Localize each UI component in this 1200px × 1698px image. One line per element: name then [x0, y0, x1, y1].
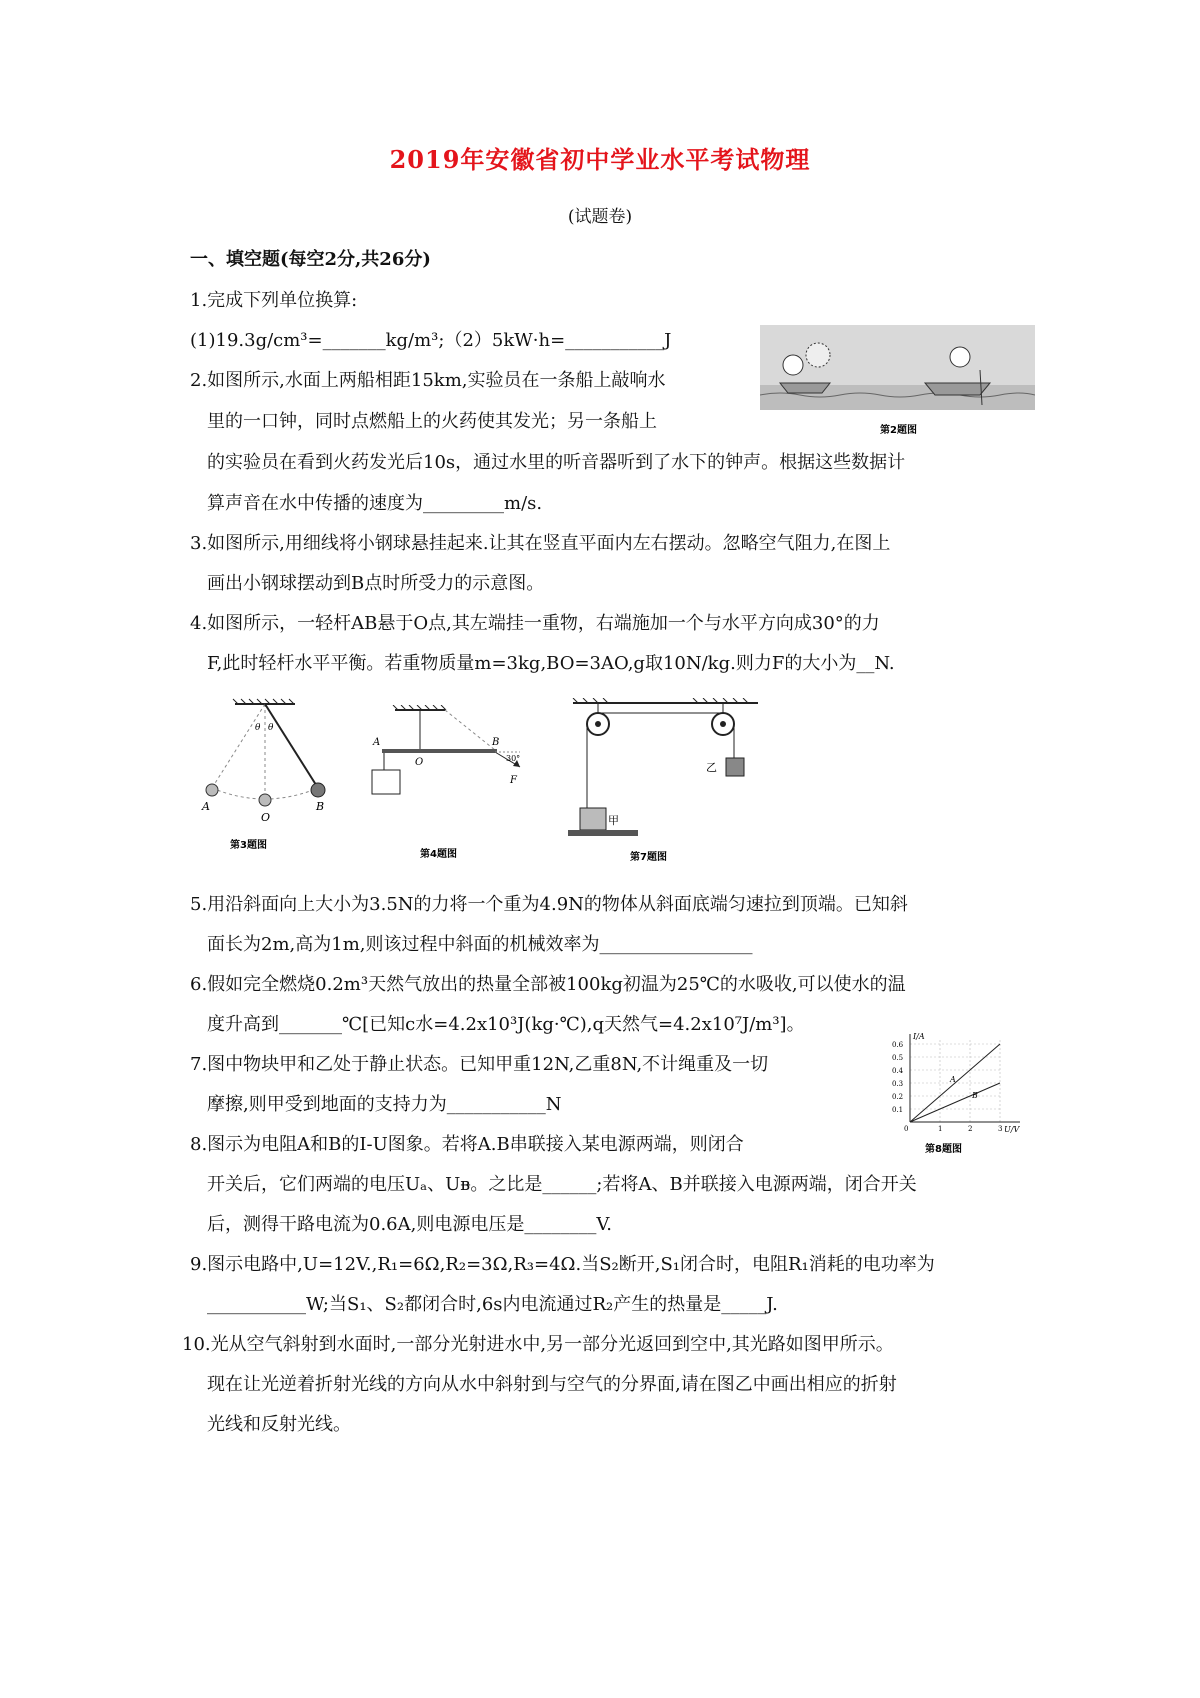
q9-line2: ___________W;当S₁、S₂都闭合时,6s内电流通过R₂产生的热量是_____J.	[207, 1294, 778, 1315]
fig8-series-b: B	[972, 1091, 978, 1100]
q8-line3: 后，测得干路电流为0.6A,则电源电压是________V.	[207, 1214, 612, 1235]
fig3-label-b: B	[316, 800, 325, 813]
fig8-x-axis: U/V	[1004, 1125, 1020, 1134]
page-subtitle: (试题卷)	[567, 207, 633, 227]
q3-line2: 画出小钢球摆动到B点时所受力的示意图。	[207, 573, 545, 594]
q1-line1: 1.完成下列单位换算:	[190, 290, 358, 311]
fig7-caption: 第7题图	[630, 852, 667, 863]
fig8-ytick: 0.4	[892, 1067, 904, 1075]
q4-line1: 4.如图所示，一轻杆AB悬于O点,其左端挂一重物，右端施加一个与水平方向成30°的力	[190, 613, 880, 634]
fig8-ytick: 0.6	[892, 1041, 904, 1049]
fig3-label-a: A	[202, 800, 210, 813]
fig8-ytick: 0.1	[892, 1106, 904, 1114]
fig8-ytick: 0.2	[892, 1093, 904, 1101]
figure-4-lever	[370, 705, 530, 860]
fig3-label-o: O	[261, 811, 271, 824]
q8-line2: 开关后，它们两端的电压Uₐ、Uᴃ。之比是______;若将A、B并联接入电源两端，闭合开关	[207, 1174, 917, 1195]
figure-2-boats	[760, 325, 1035, 440]
fig4-label-b: B	[492, 737, 500, 748]
fig2-caption: 第2题图	[880, 425, 917, 436]
fig8-caption: 第8题图	[925, 1144, 962, 1155]
fig8-ytick: 0.5	[892, 1054, 904, 1062]
figure-3-pendulum	[200, 698, 330, 858]
fig8-series-a: A	[950, 1075, 956, 1084]
fig7-label-yi: 乙	[706, 761, 717, 774]
q3-line1: 3.如图所示,用细线将小钢球悬挂起来.让其在竖直平面内左右摆动。忽略空气阻力,在图上	[190, 533, 891, 554]
q5-line1: 5.用沿斜面向上大小为3.5N的力将一个重为4.9N的物体从斜面底端匀速拉到顶端。已知斜	[190, 894, 908, 915]
q10-line2: 现在让光逆着折射光线的方向从水中斜射到与空气的分界面,请在图乙中画出相应的折射	[207, 1374, 897, 1395]
fig8-xtick: 3	[998, 1125, 1003, 1133]
section-heading: 一、填空题(每空2分,共26分)	[190, 249, 431, 270]
figure-7-pulleys	[568, 698, 763, 863]
fig8-xtick: 0	[904, 1125, 909, 1133]
q5-line2: 面长为2m,高为1m,则该过程中斜面的机械效率为_________________	[207, 934, 753, 955]
fig3-caption: 第3题图	[230, 840, 267, 851]
fig3-label-theta1: θ	[255, 723, 261, 733]
fig8-xtick: 1	[938, 1125, 943, 1133]
page-title: 2019年安徽省初中学业水平考试物理	[389, 145, 811, 174]
fig8-xtick: 2	[968, 1125, 973, 1133]
q4-line2: F,此时轻杆水平平衡。若重物质量m=3kg,BO=3AO,g取10N/kg.则力F的大小为__N.	[207, 653, 895, 674]
fig7-label-jia: 甲	[608, 814, 619, 827]
fig4-label-angle: 30°	[506, 754, 521, 763]
fig4-label-o: O	[415, 757, 424, 768]
q7-line1: 7.图中物块甲和乙处于静止状态。已知甲重12N,乙重8N,不计绳重及一切	[190, 1054, 769, 1075]
q10-line3: 光线和反射光线。	[207, 1414, 351, 1435]
q6-line2: 度升高到_______℃[已知c水=4.2x10³J(kg·℃),q天然气=4.2x10⁷J/m³]。	[207, 1014, 805, 1035]
fig8-ytick: 0.3	[892, 1080, 904, 1088]
q2-line2: 里的一口钟，同时点燃船上的火药使其发光；另一条船上	[207, 411, 657, 432]
q2-line4: 算声音在水中传播的速度为_________m/s.	[207, 493, 543, 514]
fig4-caption: 第4题图	[420, 849, 457, 860]
fig8-y-axis: I/A	[913, 1032, 925, 1041]
q9-line1: 9.图示电路中,U=12V.,R₁=6Ω,R₂=3Ω,R₃=4Ω.当S₂断开,S₁闭合时，电阻R₁消耗的电功率为	[190, 1254, 935, 1275]
q6-line1: 6.假如完全燃烧0.2m³天然气放出的热量全部被100kg初温为25℃的水吸收,可以使水的温	[190, 974, 906, 995]
fig3-label-theta2: θ	[268, 723, 274, 733]
q2-line3: 的实验员在看到火药发光后10s，通过水里的听音器听到了水下的钟声。根据这些数据计	[207, 452, 906, 473]
q7-line2: 摩擦,则甲受到地面的支持力为___________N	[207, 1094, 562, 1115]
q10-line1: 10.光从空气斜射到水面时,一部分光射进水中,另一部分光返回到空中,其光路如图甲所示。	[182, 1334, 894, 1355]
fig4-label-f: F	[510, 775, 517, 786]
q2-line1: 2.如图所示,水面上两船相距15km,实验员在一条船上敲响水	[190, 370, 666, 391]
q1-line2: (1)19.3g/cm³=_______kg/m³;（2）5kW·h=___________J	[190, 330, 672, 351]
figure-8-iu-graph	[880, 1030, 1030, 1160]
q8-line1: 8.图示为电阻A和B的I-U图象。若将A.B串联接入某电源两端，则闭合	[190, 1134, 744, 1155]
fig4-label-a: A	[373, 737, 381, 748]
